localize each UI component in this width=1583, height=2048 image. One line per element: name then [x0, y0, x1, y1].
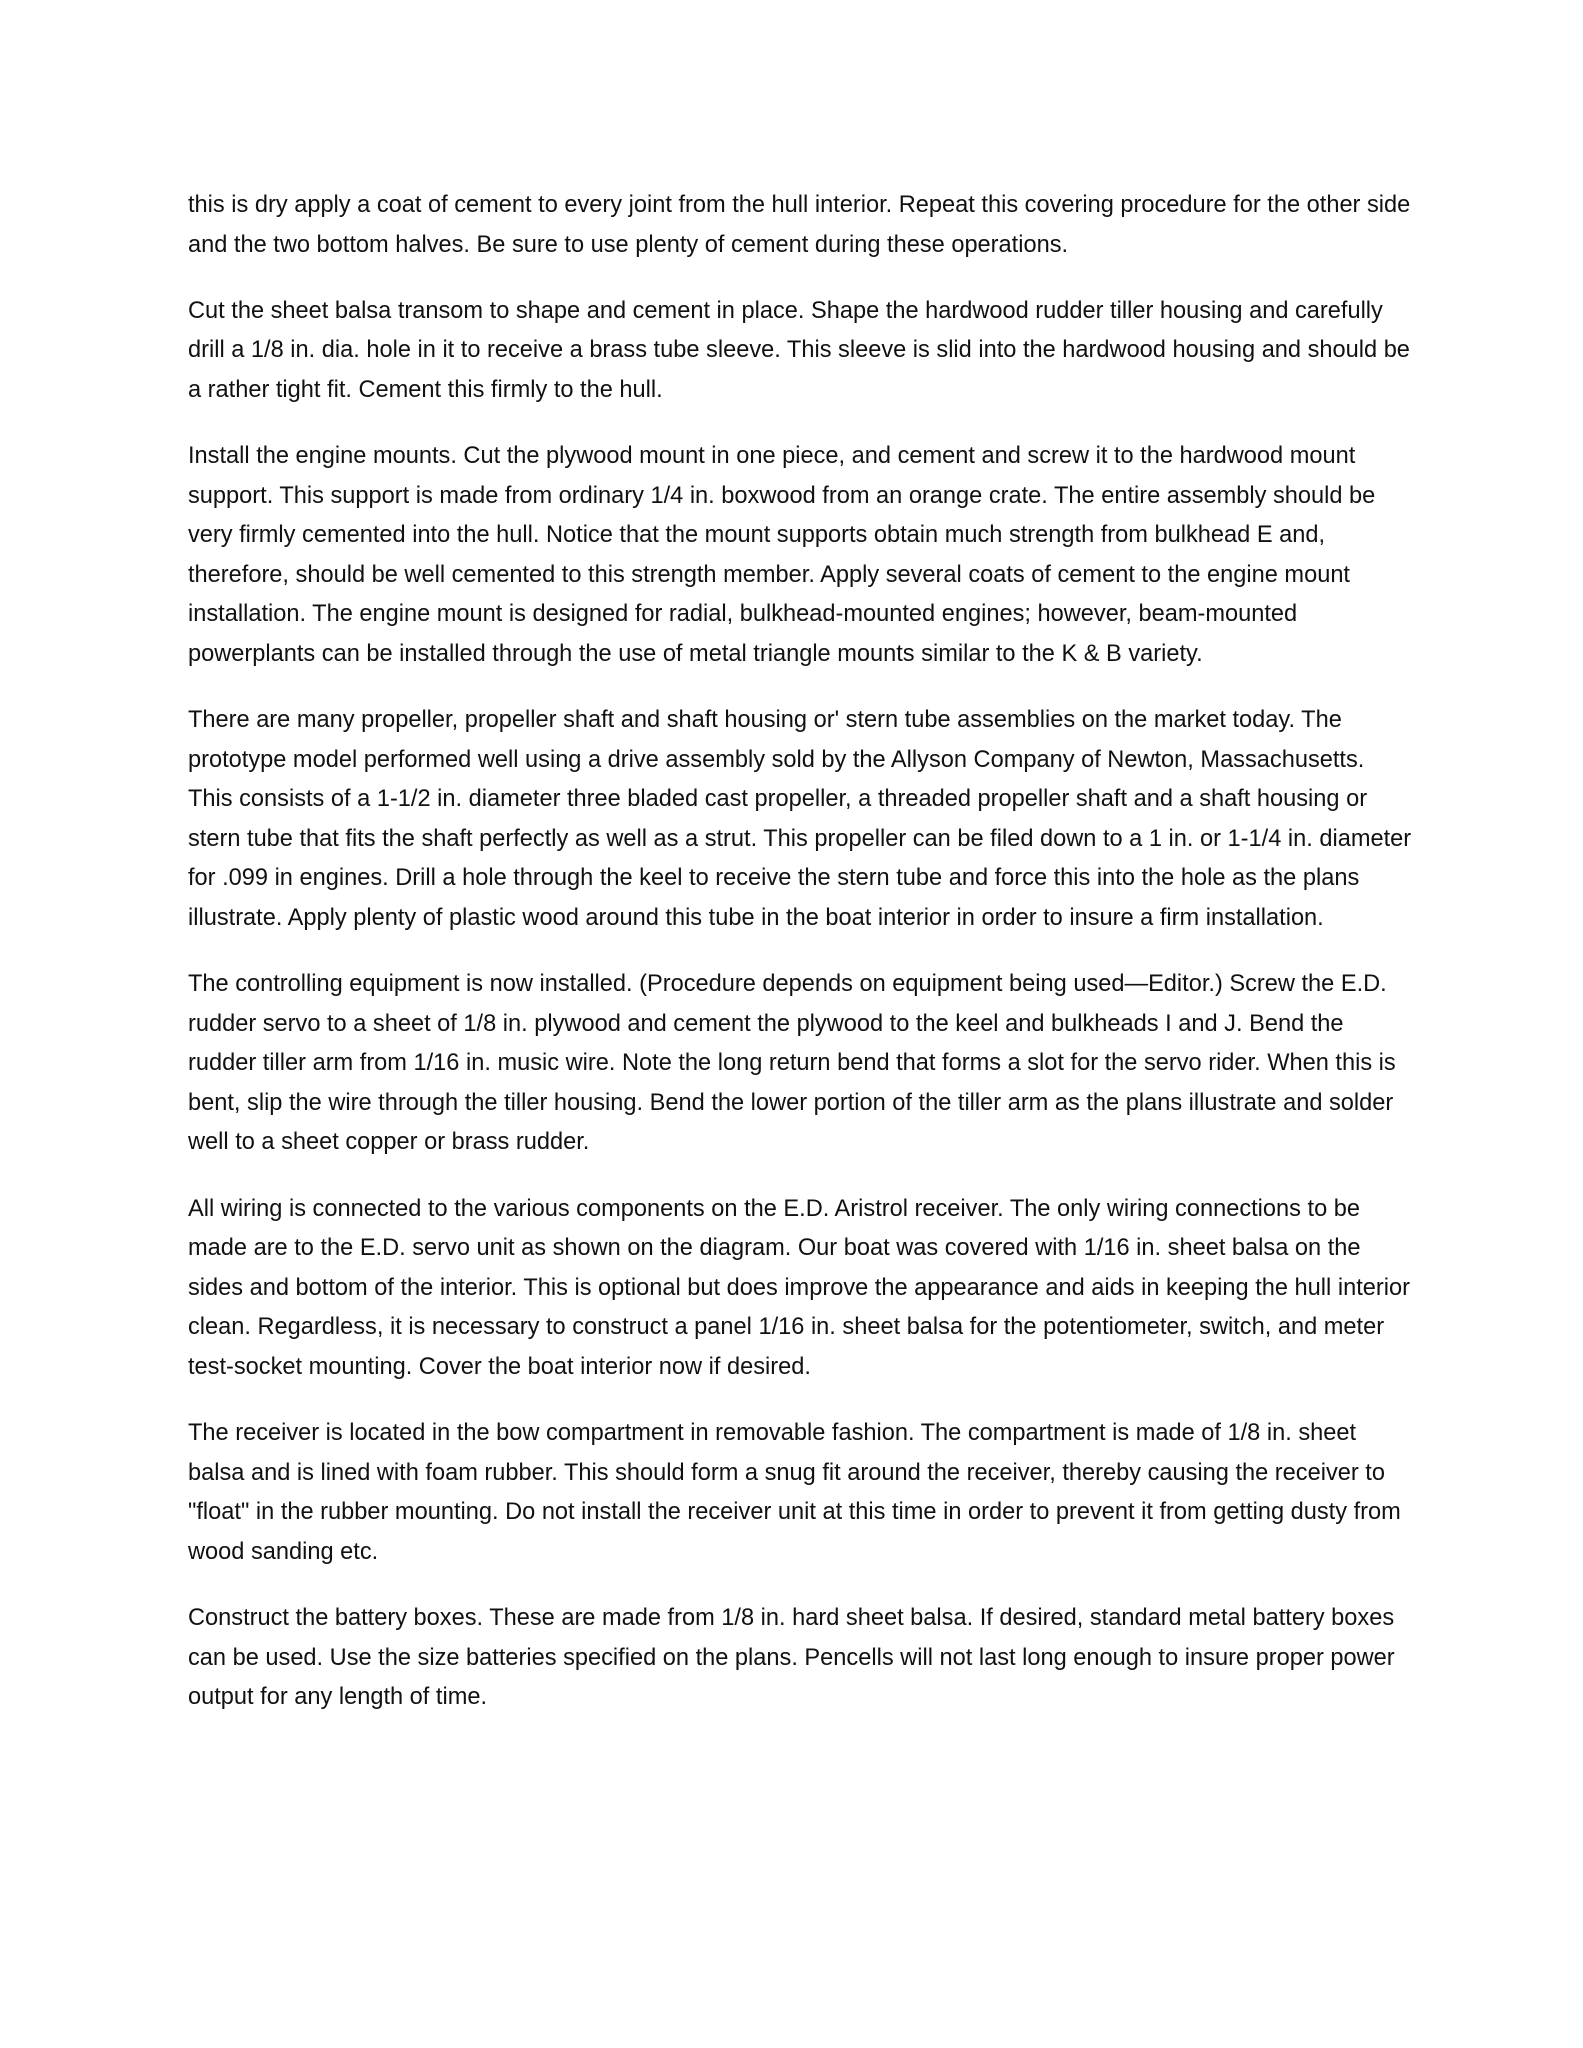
- paragraph-controlling-equipment: The controlling equipment is now installed. (Procedure depends on equipment being used—Editor.) Screw the E.D. rudder servo to a sheet of 1/8 in. plywood and cement the plywood to the keel and bulkheads I and J. Bend the rudder tiller arm from 1/16 in. music wire. Note the long return bend that forms a slot for the servo rider. When this is bent, slip the wire through the tiller housing. Bend the lower portion of the tiller arm as the plans illustrate and solder well to a sheet copper or brass rudder.: [188, 971, 1396, 1156]
- paragraph-propeller-assembly: There are many propeller, propeller shaft and shaft housing or' stern tube assemblies on the market today. The prototype model performed well using a drive assembly sold by the Allyson Company of Newton, Massachusetts. This consists of a 1-1/2 in. diameter three bladed cast propeller, a threaded propeller shaft and a shaft housing or stern tube that fits the shaft perfectly as well as a strut. This propeller can be filed down to a 1 in. or 1-1/4 in. diameter for .099 in engines. Drill a hole through the keel to receive the stern tube and force this into the hole as the plans illustrate. Apply plenty of plastic wood around this tube in the boat interior in order to insure a firm installation.: [188, 707, 1412, 931]
- paragraph-battery-boxes: Construct the battery boxes. These are made from 1/8 in. hard sheet balsa. If desired, standard metal battery boxes can be used. Use the size batteries specified on the plans. Pencells will not last long enough to insure proper power output for any length of time.: [188, 1604, 1395, 1711]
- paragraph-receiver-compartment: The receiver is located in the bow compartment in removable fashion. The compartment is made of 1/8 in. sheet balsa and is lined with foam rubber. This should form a snug fit around the receiver, thereby causing the receiver to "float" in the rubber mounting. Do not install the receiver unit at this time in order to prevent it from getting dusty from wood sanding etc.: [188, 1420, 1401, 1565]
- paragraph-engine-mounts: Install the engine mounts. Cut the plywood mount in one piece, and cement and screw it to the hardwood mount support. This support is made from ordinary 1/4 in. boxwood from an orange crate. The entire assembly should be very firmly cemented into the hull. Notice that the mount supports obtain much strength from bulkhead E and, therefore, should be well cemented to this strength member. Apply several coats of cement to the engine mount installation. The engine mount is designed for radial, bulkhead-mounted engines; however, beam-mounted powerplants can be installed through the use of metal triangle mounts similar to the K & B variety.: [188, 442, 1376, 667]
- paragraph-transom-tiller: Cut the sheet balsa transom to shape and cement in place. Shape the hardwood rudder tiller housing and carefully drill a 1/8 in. dia. hole in it to receive a brass tube sleeve. This sleeve is slid into the hardwood housing and should be a rather tight fit. Cement this firmly to the hull.: [188, 297, 1410, 403]
- paragraph-hull-covering: this is dry apply a coat of cement to every joint from the hull interior. Repeat this covering procedure for the other side and the two bottom halves. Be sure to use plenty of cement during these operations.: [188, 192, 1411, 258]
- paragraph-wiring: All wiring is connected to the various components on the E.D. Aristrol receiver. The only wiring connections to be made are to the E.D. servo unit as shown on the diagram. Our boat was covered with 1/16 in. sheet balsa on the sides and bottom of the interior. This is optional but does improve the appearance and aids in keeping the hull interior clean. Regardless, it is necessary to construct a panel 1/16 in. sheet balsa for the potentiometer, switch, and meter test-socket mounting. Cover the boat interior now if desired.: [188, 1195, 1410, 1380]
- document-page: [188, 186, 1413, 1744]
